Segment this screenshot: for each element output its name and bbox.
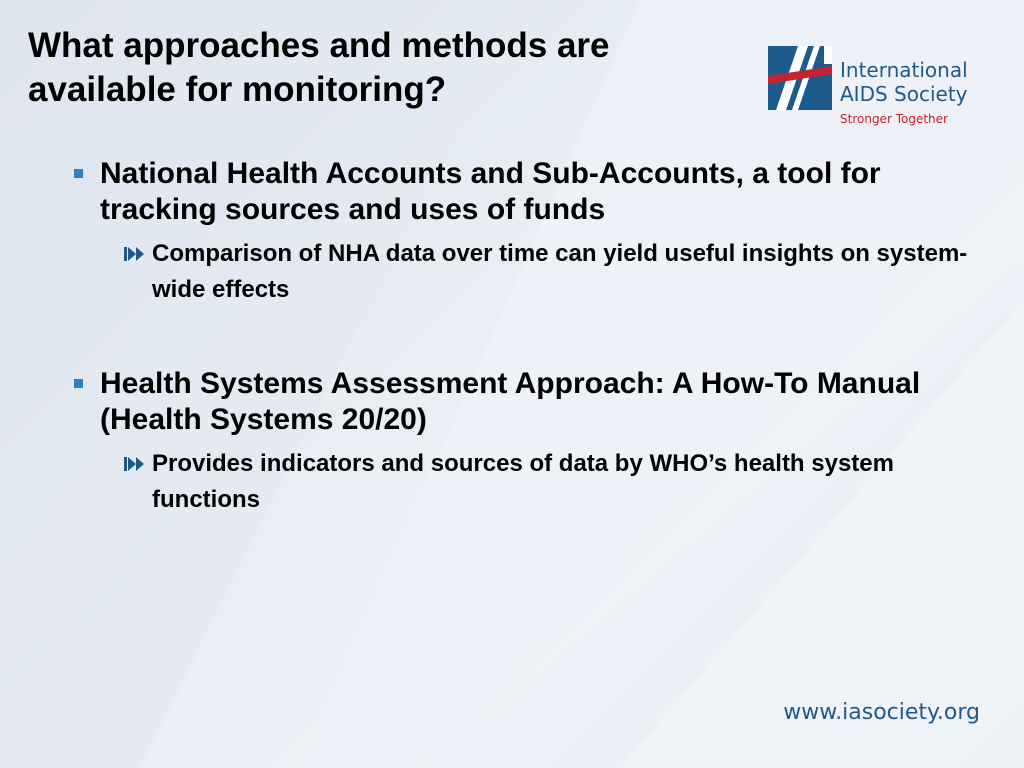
- ias-logo: [768, 44, 998, 134]
- logo-name-line1: International: [840, 58, 968, 82]
- double-arrow-icon: [124, 246, 146, 262]
- bullet-text: National Health Accounts and Sub-Accounts, a tool for tracking sources and uses of funds: [100, 157, 881, 226]
- ias-logo-mark-icon: [768, 46, 832, 110]
- bullet-item: [100, 366, 950, 438]
- bullet-list: [0, 156, 1024, 518]
- square-bullet-icon: [74, 169, 83, 178]
- sub-bullet-item: [152, 236, 972, 308]
- logo-name-line2: AIDS Society: [840, 82, 968, 106]
- slide-title-line2: available for monitoring?: [28, 70, 447, 109]
- logo-tagline: Stronger Together: [840, 112, 948, 126]
- bullet-group: [0, 366, 1024, 518]
- bullet-group: [0, 156, 1024, 308]
- slide-title: [28, 24, 728, 112]
- sub-bullet-text: Provides indicators and sources of data by WHO’s health system functions: [152, 450, 894, 513]
- slide-title-line1: What approaches and methods are: [28, 26, 610, 65]
- logo-name: [840, 58, 968, 106]
- bullet-item: [100, 156, 950, 228]
- square-bullet-icon: [74, 379, 83, 388]
- footer-url: www.iasociety.org: [783, 700, 980, 725]
- double-arrow-icon: [124, 456, 146, 472]
- sub-bullet-item: [152, 446, 972, 518]
- bullet-text: Health Systems Assessment Approach: A How-To Manual (Health Systems 20/20): [100, 367, 921, 436]
- sub-bullet-text: Comparison of NHA data over time can yield useful insights on system-wide effects: [152, 240, 968, 303]
